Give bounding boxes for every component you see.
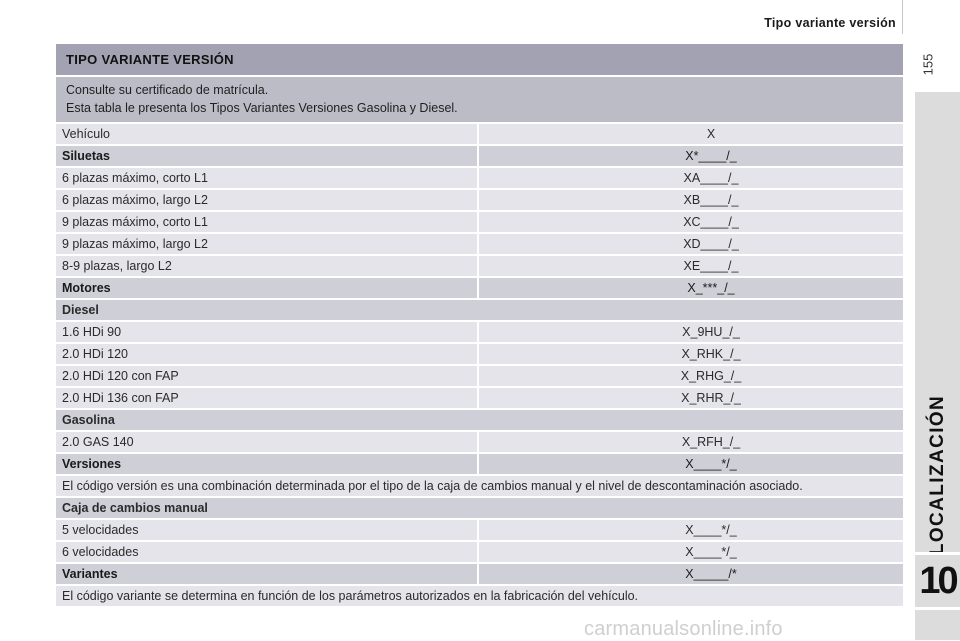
code-value: X____*/_ (479, 454, 903, 474)
row-label: 1.6 HDi 90 (56, 322, 477, 342)
table-row (56, 300, 903, 320)
table-row (56, 322, 903, 342)
row-label: 8-9 plazas, largo L2 (56, 256, 477, 276)
row-label: Vehículo (56, 124, 477, 144)
code-value: X*____/_ (479, 146, 903, 166)
table-row (56, 168, 903, 188)
row-label: 2.0 HDi 120 (56, 344, 477, 364)
group-label: Diesel (56, 300, 903, 320)
table-row (56, 124, 903, 144)
category-label: Variantes (56, 564, 477, 584)
table-row (56, 564, 903, 584)
code-value: X_RFH_/_ (479, 432, 903, 452)
table-row (56, 410, 903, 430)
code-value: XA____/_ (479, 168, 903, 188)
section-title: TIPO VARIANTE VERSIÓN (56, 44, 903, 75)
code-value: X_RHK_/_ (479, 344, 903, 364)
category-label: Siluetas (56, 146, 477, 166)
table-row (56, 432, 903, 452)
running-title: Tipo variante versión (764, 16, 896, 30)
table-row (56, 586, 903, 606)
group-label: Gasolina (56, 410, 903, 430)
version-table (56, 44, 903, 608)
group-label: Caja de cambios manual (56, 498, 903, 518)
code-value: XB____/_ (479, 190, 903, 210)
table-row (56, 388, 903, 408)
table-row (56, 278, 903, 298)
chapter-title: LOCALIZACIÓN (927, 394, 948, 556)
category-label: Versiones (56, 454, 477, 474)
row-label: 2.0 GAS 140 (56, 432, 477, 452)
row-label: 6 plazas máximo, largo L2 (56, 190, 477, 210)
table-row (56, 542, 903, 562)
table-row (56, 476, 903, 496)
intro-line: Consulte su certificado de matrícula. (66, 83, 269, 97)
note-text: El código variante se determina en función de los parámetros autorizados en la fabricación del vehículo. (56, 586, 903, 606)
row-label: 2.0 HDi 136 con FAP (56, 388, 477, 408)
code-value: XE____/_ (479, 256, 903, 276)
page-number: 155 (920, 53, 936, 76)
code-value: X_RHG_/_ (479, 366, 903, 386)
row-label: 2.0 HDi 120 con FAP (56, 366, 477, 386)
row-label: 9 plazas máximo, corto L1 (56, 212, 477, 232)
table-body (56, 124, 903, 606)
code-value: XC____/_ (479, 212, 903, 232)
table-row (56, 234, 903, 254)
code-value: XD____/_ (479, 234, 903, 254)
header-rule (902, 0, 903, 34)
row-label: 5 velocidades (56, 520, 477, 540)
row-label: 6 velocidades (56, 542, 477, 562)
note-text: El código versión es una combinación determinada por el tipo de la caja de cambios manual y el nivel de descontaminación asociado. (56, 476, 903, 496)
table-row (56, 146, 903, 166)
row-label: 6 plazas máximo, corto L1 (56, 168, 477, 188)
table-row (56, 520, 903, 540)
watermark: carmanualsonline.info (584, 618, 783, 640)
code-value: X_____/* (479, 564, 903, 584)
table-row (56, 212, 903, 232)
code-value: X_***_/_ (479, 278, 903, 298)
row-label: 9 plazas máximo, largo L2 (56, 234, 477, 254)
intro-line: Esta tabla le presenta los Tipos Variantes Versiones Gasolina y Diesel. (66, 101, 458, 115)
table-row (56, 190, 903, 210)
code-value: X (479, 124, 903, 144)
table-row (56, 344, 903, 364)
table-row (56, 454, 903, 474)
code-value: X_RHR_/_ (479, 388, 903, 408)
chapter-number: 10 (915, 552, 960, 610)
code-value: X_9HU_/_ (479, 322, 903, 342)
table-row (56, 498, 903, 518)
category-label: Motores (56, 278, 477, 298)
section-intro (56, 77, 903, 122)
code-value: X____*/_ (479, 542, 903, 562)
table-row (56, 256, 903, 276)
table-row (56, 366, 903, 386)
code-value: X____*/_ (479, 520, 903, 540)
